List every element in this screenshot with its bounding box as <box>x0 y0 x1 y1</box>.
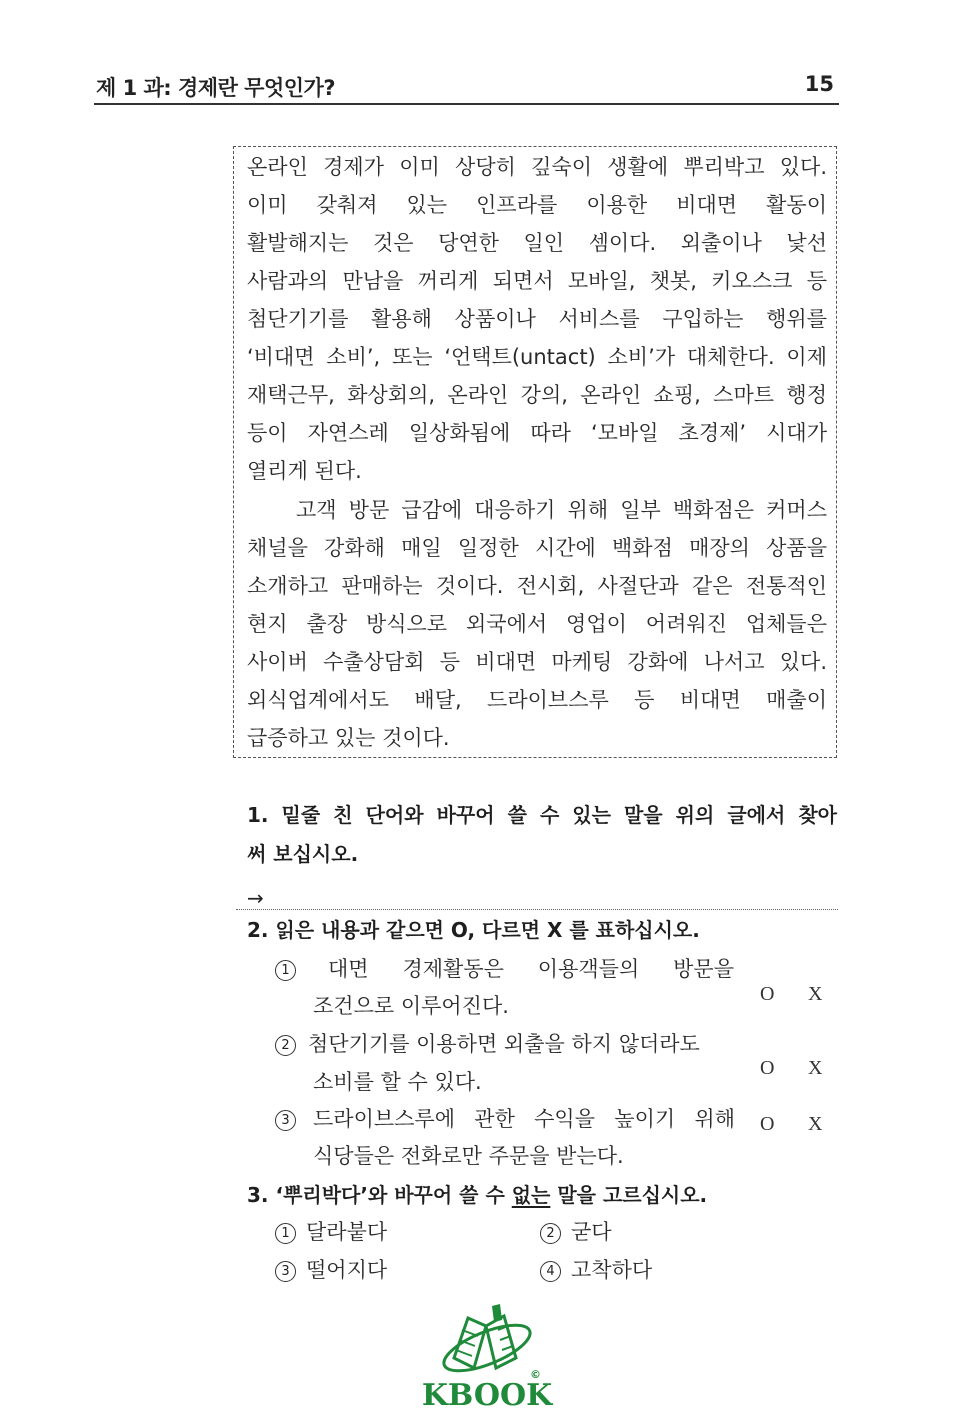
passage-line: 열리게 된다. <box>247 459 362 483</box>
logo-text: KBOOK <box>421 1378 553 1413</box>
question-2-title: 2. 읽은 내용과 같으면 O, 다르면 X 를 표하십시오. <box>247 918 700 942</box>
chapter-title: 제 1 과: 경제란 무엇인가? <box>96 76 336 100</box>
passage-line: 소개하고 판매하는 것이다. 전시회, 사절단과 같은 전통적인 <box>247 574 827 598</box>
statement-2-o-option[interactable]: O <box>760 1057 775 1079</box>
statement-1-line2: 조건으로 이루어진다. <box>313 994 509 1018</box>
statement-1-x-option[interactable]: X <box>808 983 823 1005</box>
underlined-word: 없는 <box>511 1183 551 1207</box>
passage-line: 고객 방문 급감에 대응하기 위해 일부 백화점은 커머스 <box>296 498 827 522</box>
passage-line: 온라인 경제가 이미 상당히 깊숙이 생활에 뿌리박고 있다. <box>247 155 827 179</box>
choice-4[interactable]: 고착하다 <box>571 1258 653 1282</box>
choice-2[interactable]: 굳다 <box>571 1220 612 1244</box>
kbook-logo <box>412 1296 562 1421</box>
circled-number-3: 3 <box>275 1261 296 1282</box>
question-3-title-start: 3. ‘뿌리박다’와 바꾸어 쓸 수 <box>247 1183 512 1207</box>
question-3-title-end: 말을 고르십시오. <box>550 1183 708 1207</box>
passage-line: 사이버 수출상담회 등 비대면 마케팅 강화에 나서고 있다. <box>247 650 827 674</box>
question-1-title-cont: 써 보십시오. <box>247 842 359 866</box>
passage-line: 채널을 강화해 매일 일정한 시간에 백화점 매장의 상품을 <box>247 536 827 560</box>
question-3-title <box>247 1181 837 1209</box>
passage-line: 활발해지는 것은 당연한 일인 셈이다. 외출이나 낯선 <box>247 231 827 255</box>
passage-line: 등이 자연스레 일상화됨에 따라 ‘모바일 초경제’ 시대가 <box>247 421 827 445</box>
statement-3-x-option[interactable]: X <box>808 1113 823 1135</box>
circled-number-4: 4 <box>540 1261 561 1282</box>
passage-line: ‘비대면 소비’, 또는 ‘언택트(untact) 소비’가 대체한다. 이제 <box>247 345 827 369</box>
choice-3[interactable]: 떨어지다 <box>306 1258 388 1282</box>
passage-line: 이미 갖춰져 있는 인프라를 이용한 비대면 활동이 <box>247 193 827 217</box>
passage-line: 재택근무, 화상회의, 온라인 강의, 온라인 쇼핑, 스마트 행정 <box>247 383 827 407</box>
copyright-mark: © <box>530 1368 541 1381</box>
circled-number-2: 2 <box>275 1035 296 1056</box>
statement-1-line1: 대면 경제활동은 이용객들의 방문을 <box>328 957 734 981</box>
passage-line: 현지 출장 방식으로 외국에서 영업이 어려워진 업체들은 <box>247 612 827 636</box>
circled-number-2: 2 <box>540 1223 561 1244</box>
statement-3-line2: 식당들은 전화로만 주문을 받는다. <box>313 1144 624 1168</box>
passage-line: 외식업계에서도 배달, 드라이브스루 등 비대면 매출이 <box>247 688 827 712</box>
statement-3-o-option[interactable]: O <box>760 1113 775 1135</box>
answer-line[interactable] <box>236 909 838 910</box>
statement-3-line1: 드라이브스루에 관한 수익을 높이기 위해 <box>313 1107 735 1131</box>
circled-number-1: 1 <box>275 1223 296 1244</box>
circled-number-3: 3 <box>275 1110 296 1131</box>
passage-line: 사람과의 만남을 꺼리게 되면서 모바일, 챗봇, 키오스크 등 <box>247 269 827 293</box>
passage-line: 급증하고 있는 것이다. <box>247 726 450 750</box>
question-1-title: 1. 밑줄 친 단어와 바꾸어 쓸 수 있는 말을 위의 글에서 찾아 <box>247 803 837 827</box>
statement-2-line2: 소비를 할 수 있다. <box>313 1070 482 1094</box>
statement-2-x-option[interactable]: X <box>808 1057 823 1079</box>
answer-arrow-icon: → <box>247 886 264 910</box>
passage-line: 첨단기기를 활용해 상품이나 서비스를 구입하는 행위를 <box>247 307 827 331</box>
choice-1[interactable]: 달라붙다 <box>306 1220 388 1244</box>
page-number: 15 <box>804 72 834 96</box>
header-divider <box>94 103 839 105</box>
circled-number-1: 1 <box>275 960 296 981</box>
statement-2-line1: 첨단기기를 이용하면 외출을 하지 않더라도 <box>308 1032 700 1056</box>
statement-1-o-option[interactable]: O <box>760 983 775 1005</box>
